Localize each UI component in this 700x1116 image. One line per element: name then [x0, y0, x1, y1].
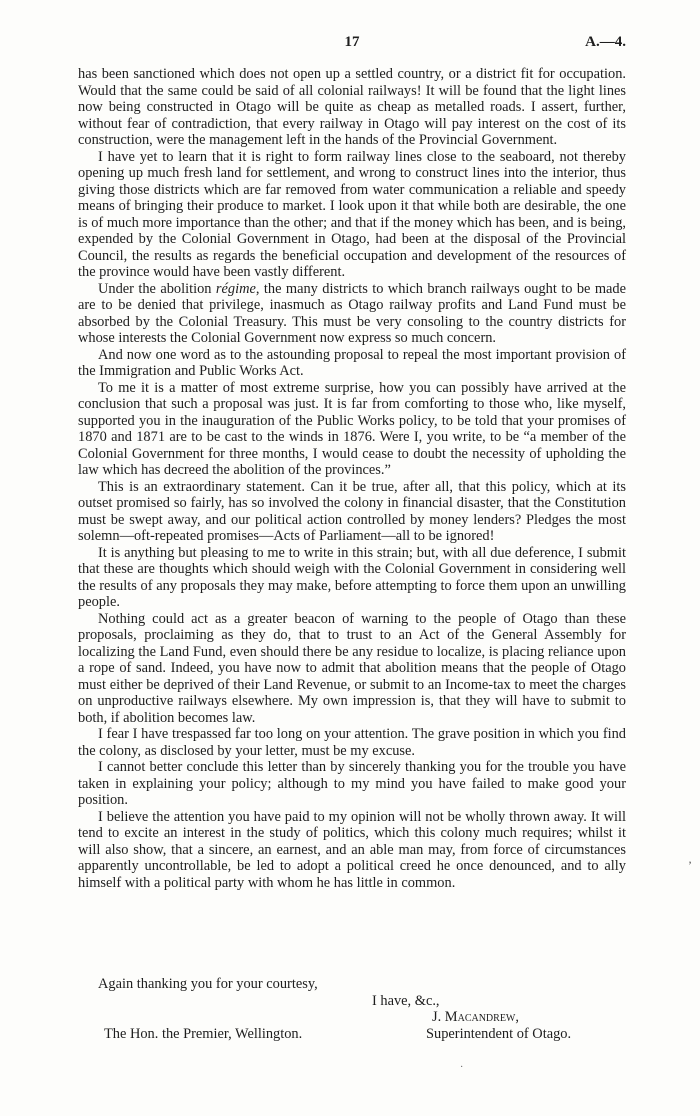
- page-number: 17: [344, 34, 360, 50]
- paragraph-not-pleasing: It is anything but pleasing to me to write in this strain; but, with all due deference, I submit that these are thoughts which should weigh with the Colonial Government in considering well the results of any proposals they may make, before attempting to force them upon an unwilling people.: [78, 544, 626, 610]
- regime-text-before: Under the abolition: [98, 280, 216, 297]
- paragraph-seaboard-lines: I have yet to learn that it is right to form railway lines close to the seaboard, not thereby opening up much fresh land for settlement, and wrong to construct lines into the interior, thus giving those districts which are far removed from water communication a reliable and speedy means of bringing their produce to market. I look upon it that while both are desirable, the one is of much more importance than the other; and that if the money which has been, and is being, expended by the Colonial Government in Otago, had been at the disposal of the Provincial Council, the results as regards the beneficial occupation and development of the resources of the province would have been vastly different.: [78, 148, 626, 280]
- paragraph-extreme-surprise: To me it is a matter of most extreme surprise, how you can possibly have arrived at the conclusion that such a proposal was just. It is far from comforting to those who, like myself, supported you in the inauguration of the Public Works policy, to be told that your promises of 1870 and 1871 are to be cast to the winds in 1876. Were I, you write, to be “a member of the Colonial Government for three months, I would cease to doubt the necessity of upholding the law which has decreed the abolition of the provinces.”: [78, 379, 626, 478]
- margin-mark: ’: [688, 858, 692, 872]
- paragraph-extraordinary-statement: This is an extraordinary statement. Can it be true, after all, that this policy, which at its outset promised so fairly, has so involved the colony in financial disaster, that the Constitution must be swept away, and our political action controlled by money lenders? Pledges the most solemn—oft-repeated promises—Acts of Parliament—all to be ignored!: [78, 478, 626, 544]
- letter-closing: [78, 0, 626, 1116]
- signature-name: J. Macandrew,: [432, 1009, 519, 1025]
- closing-thanks: Again thanking you for your courtesy,: [98, 976, 318, 992]
- paragraph-attention-paid: I believe the attention you have paid to my opinion will not be wholly thrown away. It will tend to excite an interest in the study of politics, which this colony much requires; whilst it will also show, that a sincere, an earnest, and an able man may, from force of circumstances apparently uncontrollable, be led to adopt a political creed he once denounced, and to ally himself with a political party with whom he has little in common.: [78, 808, 626, 891]
- paragraph-immigration-act: And now one word as to the astounding proposal to repeal the most important provision of the Immigration and Public Works Act.: [78, 346, 626, 379]
- regime-text-after: , the many districts to which branch railways ought to be made are to be denied that privilege, inasmuch as Otago railway profits and Land Fund must be absorbed by the Colonial Treasury. This must be very consoling to the country districts for whose interests the Colonial Government now express so much concern.: [78, 280, 627, 346]
- addressee: The Hon. the Premier, Wellington.: [104, 1026, 303, 1042]
- closing-salutation: I have, &c.,: [372, 993, 440, 1009]
- stray-mark: ·: [460, 1062, 464, 1073]
- paragraph-continued: has been sanctioned which does not open up a settled country, or a district fit for occupation. Would that the same could be said of all colonial railways! It will be found that the light lines now being constructed in Otago will be quite as cheap as metalled roads. I assert, further, without fear of contradiction, that every railway in Otago will pay interest on the cost of its construction, were the management left in the hands of the Provincial Government.: [78, 66, 626, 148]
- signatory-title: Superintendent of Otago.: [426, 1026, 572, 1042]
- regime-italic: régime: [215, 280, 256, 297]
- paragraph-conclude: I cannot better conclude this letter than by sincerely thanking you for the trouble you have taken in explaining your policy; although to my mind you have failed to make good your position.: [78, 759, 626, 808]
- paragraph-trespassed: I fear I have trespassed far too long on your attention. The grave position in which you find the colony, as disclosed by your letter, must be my excuse.: [78, 726, 626, 759]
- paragraph-beacon-of-warning: Nothing could act as a greater beacon of warning to the people of Otago than these proposals, proclaiming as they do, that to trust to an Act of the General Assembly for localizing the Land Fund, even should there be any residue to localize, is placing reliance upon a rope of sand. Indeed, you have now to admit that abolition means that the people of Otago must either be deprived of their Land Revenue, or submit to an Income-tax to meet the charges on unproductive railways elsewhere. My own impression is, that they will have to submit to both, if abolition becomes law.: [78, 610, 626, 726]
- document-reference: A.—4.: [585, 34, 626, 50]
